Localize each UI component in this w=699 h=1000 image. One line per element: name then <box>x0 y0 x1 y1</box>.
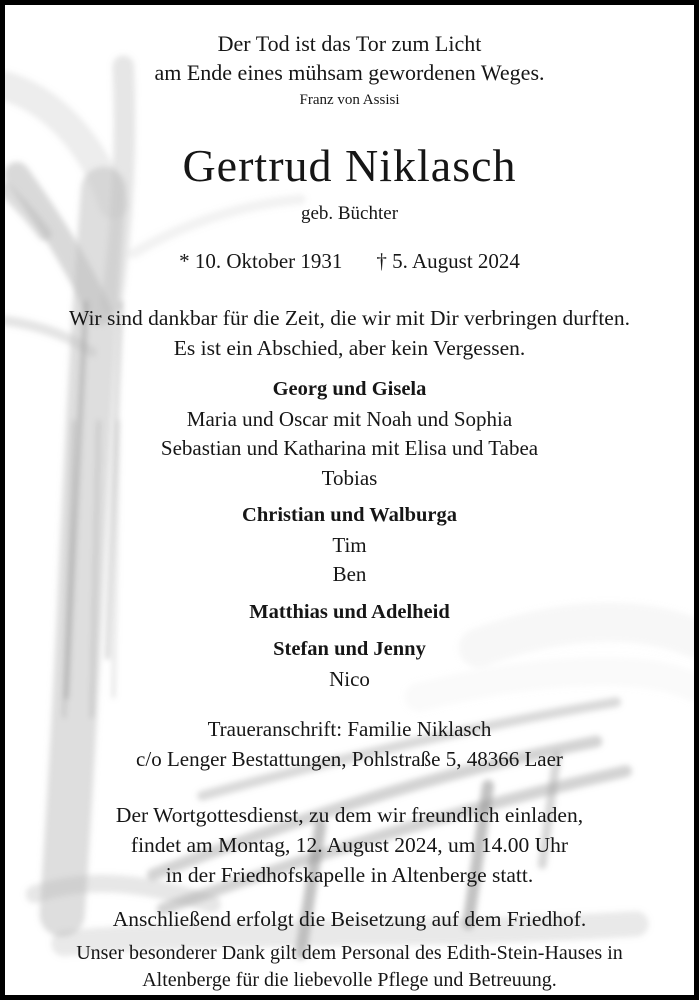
mourner-member: Maria und Oscar mit Noah und Sophia <box>186 406 513 431</box>
mourner-group <box>5 598 694 628</box>
quote-line-2: am Ende eines mühsam gewordenen Weges. <box>154 60 545 85</box>
tribute-text <box>5 303 694 363</box>
mourner-group <box>5 635 694 694</box>
mourner-member: Tobias <box>321 465 378 490</box>
address-line-1: Traueranschrift: Familie Niklasch <box>207 717 492 741</box>
mourner-group-head: Christian und Walburga <box>242 504 457 526</box>
mourner-group <box>5 501 694 590</box>
mourner-group-head: Georg und Gisela <box>272 378 427 400</box>
deceased-name: Gertrud Niklasch <box>182 140 517 191</box>
birth-date: * 10. Oktober 1931 <box>179 249 343 273</box>
quote-attribution: Franz von Assisi <box>299 92 400 108</box>
thanks-note <box>5 940 694 994</box>
mourner-group-head: Matthias und Adelheid <box>249 600 450 623</box>
death-date: † 5. August 2024 <box>376 249 520 273</box>
mourner-group <box>5 375 694 493</box>
tribute-line-2: Es ist ein Abschied, aber kein Vergessen. <box>173 336 526 360</box>
mourner-member: Sebastian und Katharina mit Elisa und Tabea <box>160 436 539 460</box>
quote-line-1: Der Tod ist das Tor zum Licht <box>217 31 482 56</box>
burial-announcement: Anschließend erfolgt die Beisetzung auf dem Friedhof. <box>112 907 587 931</box>
mourners-list <box>5 375 694 694</box>
mourning-address <box>5 714 694 774</box>
birth-name: geb. Büchter <box>300 203 399 224</box>
thanks-line-1: Unser besonderer Dank gilt dem Personal des Edith-Stein-Hauses in <box>76 942 623 964</box>
service-line-2: findet am Montag, 12. August 2024, um 14.00 Uhr <box>130 833 569 857</box>
mourner-member: Tim <box>332 532 367 557</box>
mourner-member: Ben <box>332 562 367 586</box>
mourner-group-head: Stefan und Jenny <box>273 638 426 660</box>
address-line-2: c/o Lenger Bestattungen, Pohlstraße 5, 48366 Laer <box>136 747 563 771</box>
life-dates <box>5 248 694 275</box>
service-line-1: Der Wortgottesdienst, zu dem wir freundlich einladen, <box>115 803 584 827</box>
mourner-member: Nico <box>329 666 370 691</box>
notice-content <box>5 5 694 994</box>
service-announcement <box>5 800 694 890</box>
opening-quote <box>5 29 694 110</box>
thanks-line-2: Altenberge für die liebevolle Pflege und Betreuung. <box>142 969 557 991</box>
service-line-3: in der Friedhofskapelle in Altenberge statt. <box>165 863 534 887</box>
tribute-line-1: Wir sind dankbar für die Zeit, die wir mit Dir verbringen durften. <box>69 306 630 330</box>
